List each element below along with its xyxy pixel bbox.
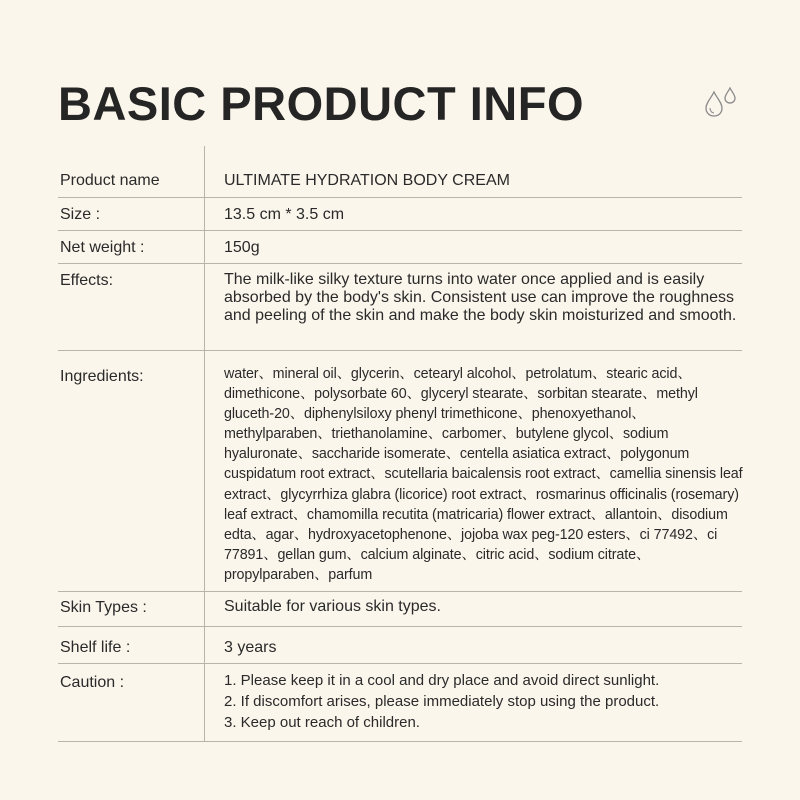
ingredients-label: Ingredients: xyxy=(60,368,144,385)
row-effects xyxy=(58,264,742,351)
caution-item: 1. Please keep it in a cool and dry place and avoid direct sunlight. xyxy=(224,672,660,689)
product-name-value: ULTIMATE HYDRATION BODY CREAM xyxy=(224,172,510,189)
row-product-name xyxy=(58,166,742,198)
page-title: BASIC PRODUCT INFO xyxy=(58,77,584,130)
water-drops-icon xyxy=(700,84,746,124)
net-weight-value: 150g xyxy=(224,239,260,256)
skin-types-label: Skin Types : xyxy=(60,599,147,616)
product-name-label: Product name xyxy=(60,172,160,189)
ingredients-value: water、mineral oil、glycerin、cetearyl alcohol、petrolatum、stearic acid、dimethicone、polysorbate 60、glyceryl stearate、sorbitan stearate、methyl gluceth-20、diphenylsiloxy phenyl trimethicone、phenoxyethanol、methylparaben、triethanolamine、carbomer、butylene glycol、sodium hyaluronate、saccharide isomerate、centella asiatica extract、polygonum cuspidatum root extract、scutellaria baicalensis root extract、camellia sinensis leaf extract、glycyrrhiza glabra (licorice) root extract、rosmarinus officinalis (rosemary) leaf extract、chamomilla recutita (matricaria) flower extract、allantoin、disodium edta、agar、hydroxyacetophenone、jojoba wax peg-120 esters、ci 77492、ci 77891、gellan gum、calcium alginate、citric acid、sodium citrate、propylparaben、parfum xyxy=(224,366,743,583)
effects-value: The milk-like silky texture turns into water once applied and is easily absorbed by the body's skin. Consistent use can improve the roughness and peeling of the skin and make the body skin moisturized and smooth. xyxy=(224,271,737,324)
row-skin-types xyxy=(58,592,742,627)
row-caution xyxy=(58,664,742,742)
shelf-life-value: 3 years xyxy=(224,639,277,656)
row-net-weight xyxy=(58,231,742,264)
caution-item: 3. Keep out reach of children. xyxy=(224,714,420,731)
size-value: 13.5 cm * 3.5 cm xyxy=(224,206,345,223)
row-size xyxy=(58,198,742,231)
caution-list xyxy=(224,670,744,733)
caution-value xyxy=(224,670,744,733)
net-weight-label: Net weight : xyxy=(60,239,145,256)
size-label: Size : xyxy=(60,206,101,223)
row-shelf-life xyxy=(58,627,742,664)
row-ingredients xyxy=(58,351,742,592)
caution-item: 2. If discomfort arises, please immediately stop using the product. xyxy=(224,693,660,710)
shelf-life-label: Shelf life : xyxy=(60,639,131,656)
skin-types-value: Suitable for various skin types. xyxy=(224,598,441,615)
effects-label: Effects: xyxy=(60,272,114,289)
caution-label: Caution : xyxy=(60,674,125,691)
